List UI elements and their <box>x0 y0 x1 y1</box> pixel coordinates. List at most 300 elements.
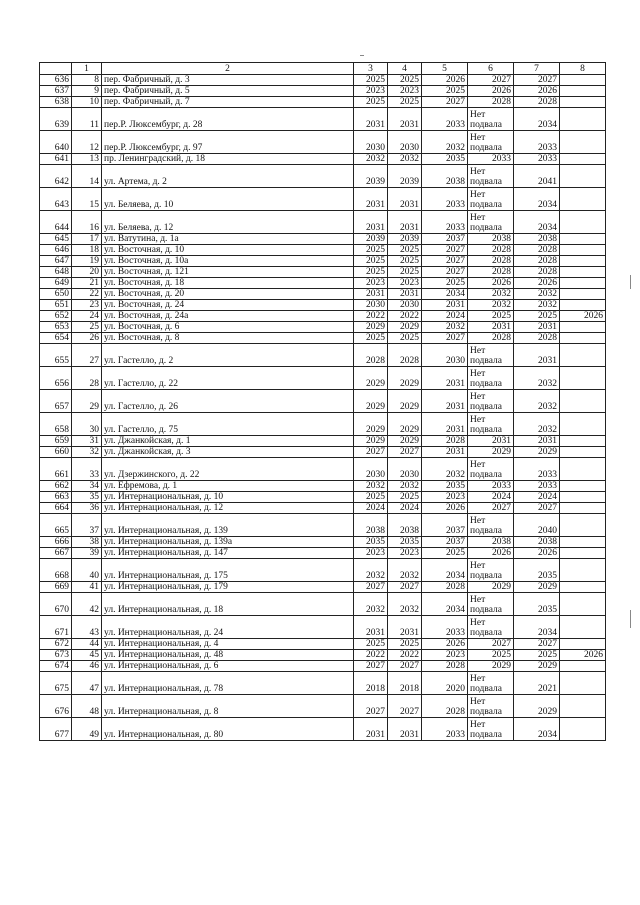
item-number-cell: 28 <box>72 367 102 390</box>
year-col-7-cell: 2026 <box>514 548 560 559</box>
year-col-4-cell: 2031 <box>388 718 422 741</box>
year-col-3-cell: 2025 <box>354 75 388 86</box>
year-col-7-cell: 2027 <box>514 639 560 650</box>
year-col-4-cell: 2025 <box>388 267 422 278</box>
year-col-4-cell: 2023 <box>388 86 422 97</box>
year-col-6-cell: 2029 <box>468 582 514 593</box>
item-number-cell: 20 <box>72 267 102 278</box>
year-col-5-cell: 2028 <box>422 582 468 593</box>
year-col-7-cell: 2032 <box>514 367 560 390</box>
table-row <box>40 548 606 559</box>
year-col-6-cell: 2024 <box>468 492 514 503</box>
address-cell: пер. Фабричный, д. 7 <box>102 97 354 108</box>
address-cell: ул. Восточная, д. 10 <box>102 245 354 256</box>
address-cell: ул. Интернациональная, д. 18 <box>102 593 354 616</box>
year-col-6-cell: Нет подвала <box>468 367 514 390</box>
year-col-3-cell: 2030 <box>354 458 388 481</box>
year-col-3-cell: 2025 <box>354 639 388 650</box>
year-col-3-cell: 2039 <box>354 165 388 188</box>
year-col-3-cell: 2031 <box>354 211 388 234</box>
address-cell: ул. Интернациональная, д. 48 <box>102 650 354 661</box>
row-number-cell: 676 <box>40 695 72 718</box>
table-row <box>40 616 606 639</box>
year-col-4-cell: 2025 <box>388 639 422 650</box>
table-row <box>40 234 606 245</box>
address-cell: ул. Интернациональная, д. 80 <box>102 718 354 741</box>
table-row <box>40 695 606 718</box>
header-cell: 1 <box>72 63 102 75</box>
scan-speck <box>630 275 631 289</box>
row-number-cell: 636 <box>40 75 72 86</box>
address-cell: ул. Восточная, д. 24 <box>102 300 354 311</box>
year-col-4-cell: 2030 <box>388 300 422 311</box>
year-col-5-cell: 2025 <box>422 86 468 97</box>
row-number-cell: 671 <box>40 616 72 639</box>
year-col-3-cell: 2024 <box>354 503 388 514</box>
year-col-7-cell: 2034 <box>514 718 560 741</box>
table-row <box>40 333 606 344</box>
year-col-5-cell: 2037 <box>422 234 468 245</box>
year-col-4-cell: 2029 <box>388 390 422 413</box>
year-col-6-cell: Нет подвала <box>468 211 514 234</box>
address-cell: ул. Интернациональная, д. 147 <box>102 548 354 559</box>
address-cell: ул. Интернациональная, д. 8 <box>102 695 354 718</box>
year-col-5-cell: 2026 <box>422 503 468 514</box>
year-col-5-cell: 2032 <box>422 458 468 481</box>
row-number-cell: 658 <box>40 413 72 436</box>
year-col-8-cell <box>560 97 606 108</box>
year-col-3-cell: 2032 <box>354 559 388 582</box>
year-col-5-cell: 2038 <box>422 165 468 188</box>
year-col-4-cell: 2018 <box>388 672 422 695</box>
item-number-cell: 48 <box>72 695 102 718</box>
table-row <box>40 593 606 616</box>
table-row <box>40 514 606 537</box>
year-col-7-cell: 2034 <box>514 211 560 234</box>
item-number-cell: 47 <box>72 672 102 695</box>
year-col-7-cell: 2033 <box>514 458 560 481</box>
item-number-cell: 46 <box>72 661 102 672</box>
year-col-6-cell: 2025 <box>468 650 514 661</box>
year-col-8-cell <box>560 718 606 741</box>
year-col-7-cell: 2038 <box>514 234 560 245</box>
year-col-5-cell: 2023 <box>422 650 468 661</box>
year-col-8-cell <box>560 436 606 447</box>
year-col-8-cell <box>560 447 606 458</box>
row-number-cell: 656 <box>40 367 72 390</box>
year-col-4-cell: 2031 <box>388 108 422 131</box>
year-col-4-cell: 2030 <box>388 131 422 154</box>
item-number-cell: 16 <box>72 211 102 234</box>
address-cell: ул. Гастелло, д. 75 <box>102 413 354 436</box>
table-row <box>40 131 606 154</box>
year-col-4-cell: 2031 <box>388 289 422 300</box>
year-col-6-cell: Нет подвала <box>468 344 514 367</box>
row-number-cell: 662 <box>40 481 72 492</box>
year-col-7-cell: 2027 <box>514 503 560 514</box>
year-col-3-cell: 2022 <box>354 311 388 322</box>
year-col-6-cell: Нет подвала <box>468 165 514 188</box>
year-col-8-cell <box>560 278 606 289</box>
item-number-cell: 31 <box>72 436 102 447</box>
year-col-3-cell: 2038 <box>354 514 388 537</box>
year-col-5-cell: 2034 <box>422 289 468 300</box>
address-cell: ул. Интернациональная, д. 4 <box>102 639 354 650</box>
row-number-cell: 654 <box>40 333 72 344</box>
year-col-3-cell: 2028 <box>354 344 388 367</box>
year-col-8-cell <box>560 333 606 344</box>
row-number-cell: 641 <box>40 154 72 165</box>
table-row <box>40 188 606 211</box>
year-col-5-cell: 2033 <box>422 616 468 639</box>
table-row <box>40 661 606 672</box>
year-col-3-cell: 2025 <box>354 245 388 256</box>
year-col-5-cell: 2031 <box>422 390 468 413</box>
year-col-7-cell: 2028 <box>514 333 560 344</box>
row-number-cell: 655 <box>40 344 72 367</box>
row-number-cell: 666 <box>40 537 72 548</box>
item-number-cell: 40 <box>72 559 102 582</box>
year-col-4-cell: 2022 <box>388 311 422 322</box>
header-cell: 2 <box>102 63 354 75</box>
row-number-cell: 649 <box>40 278 72 289</box>
year-col-7-cell: 2025 <box>514 311 560 322</box>
address-cell: ул. Гастелло, д. 26 <box>102 390 354 413</box>
year-col-5-cell: 2027 <box>422 333 468 344</box>
row-number-cell: 647 <box>40 256 72 267</box>
year-col-8-cell <box>560 492 606 503</box>
year-col-7-cell: 2031 <box>514 322 560 333</box>
address-cell: пер. Фабричный, д. 3 <box>102 75 354 86</box>
year-col-5-cell: 2020 <box>422 672 468 695</box>
row-number-cell: 648 <box>40 267 72 278</box>
year-col-4-cell: 2025 <box>388 97 422 108</box>
year-col-5-cell: 2032 <box>422 322 468 333</box>
year-col-8-cell <box>560 661 606 672</box>
year-col-3-cell: 2025 <box>354 492 388 503</box>
year-col-6-cell: 2029 <box>468 661 514 672</box>
item-number-cell: 8 <box>72 75 102 86</box>
schedule-table <box>39 62 606 741</box>
row-number-cell: 642 <box>40 165 72 188</box>
year-col-5-cell: 2031 <box>422 447 468 458</box>
year-col-3-cell: 2018 <box>354 672 388 695</box>
address-cell: ул. Джанкойская, д. 3 <box>102 447 354 458</box>
scan-speck <box>630 610 631 628</box>
year-col-8-cell <box>560 75 606 86</box>
table-row <box>40 390 606 413</box>
year-col-5-cell: 2033 <box>422 108 468 131</box>
row-number-cell: 663 <box>40 492 72 503</box>
year-col-6-cell: 2031 <box>468 322 514 333</box>
table-row <box>40 256 606 267</box>
year-col-3-cell: 2027 <box>354 447 388 458</box>
table-row <box>40 639 606 650</box>
row-number-cell: 659 <box>40 436 72 447</box>
row-number-cell: 643 <box>40 188 72 211</box>
item-number-cell: 21 <box>72 278 102 289</box>
year-col-3-cell: 2029 <box>354 390 388 413</box>
year-col-3-cell: 2031 <box>354 616 388 639</box>
year-col-5-cell: 2032 <box>422 131 468 154</box>
table-row <box>40 289 606 300</box>
year-col-7-cell: 2032 <box>514 390 560 413</box>
row-number-cell: 644 <box>40 211 72 234</box>
header-cell: 4 <box>388 63 422 75</box>
year-col-7-cell: 2031 <box>514 344 560 367</box>
item-number-cell: 30 <box>72 413 102 436</box>
table-body <box>40 75 606 741</box>
year-col-6-cell: 2031 <box>468 436 514 447</box>
year-col-4-cell: 2022 <box>388 650 422 661</box>
year-col-3-cell: 2025 <box>354 267 388 278</box>
year-col-7-cell: 2029 <box>514 447 560 458</box>
year-col-8-cell <box>560 256 606 267</box>
table-row <box>40 108 606 131</box>
address-cell: ул. Ватутина, д. 1а <box>102 234 354 245</box>
item-number-cell: 26 <box>72 333 102 344</box>
year-col-6-cell: Нет подвала <box>468 458 514 481</box>
item-number-cell: 35 <box>72 492 102 503</box>
year-col-4-cell: 2025 <box>388 256 422 267</box>
row-number-cell: 667 <box>40 548 72 559</box>
address-cell: ул. Джанкойская, д. 1 <box>102 436 354 447</box>
year-col-3-cell: 2029 <box>354 322 388 333</box>
year-col-3-cell: 2029 <box>354 367 388 390</box>
item-number-cell: 23 <box>72 300 102 311</box>
table-row <box>40 267 606 278</box>
year-col-3-cell: 2025 <box>354 97 388 108</box>
year-col-7-cell: 2034 <box>514 616 560 639</box>
year-col-4-cell: 2038 <box>388 514 422 537</box>
year-col-5-cell: 2024 <box>422 311 468 322</box>
year-col-4-cell: 2024 <box>388 503 422 514</box>
item-number-cell: 10 <box>72 97 102 108</box>
row-number-cell: 657 <box>40 390 72 413</box>
year-col-3-cell: 2029 <box>354 436 388 447</box>
year-col-6-cell: Нет подвала <box>468 188 514 211</box>
address-cell: ул. Интернациональная, д. 179 <box>102 582 354 593</box>
year-col-3-cell: 2029 <box>354 413 388 436</box>
address-cell: ул. Интернациональная, д. 139а <box>102 537 354 548</box>
row-number-cell: 669 <box>40 582 72 593</box>
year-col-8-cell <box>560 234 606 245</box>
year-col-3-cell: 2027 <box>354 695 388 718</box>
year-col-6-cell: 2032 <box>468 289 514 300</box>
table-row <box>40 559 606 582</box>
year-col-4-cell: 2035 <box>388 537 422 548</box>
year-col-7-cell: 2029 <box>514 582 560 593</box>
year-col-6-cell: Нет подвала <box>468 390 514 413</box>
year-col-3-cell: 2027 <box>354 661 388 672</box>
year-col-7-cell: 2029 <box>514 661 560 672</box>
address-cell: пер.Р. Люксембург, д. 28 <box>102 108 354 131</box>
table-row <box>40 322 606 333</box>
year-col-3-cell: 2030 <box>354 300 388 311</box>
header-cell <box>40 63 72 75</box>
year-col-8-cell <box>560 344 606 367</box>
year-col-5-cell: 2027 <box>422 245 468 256</box>
year-col-7-cell: 2035 <box>514 559 560 582</box>
year-col-5-cell: 2026 <box>422 639 468 650</box>
year-col-5-cell: 2027 <box>422 267 468 278</box>
year-col-7-cell: 2028 <box>514 97 560 108</box>
year-col-4-cell: 2032 <box>388 481 422 492</box>
year-col-4-cell: 2029 <box>388 322 422 333</box>
year-col-3-cell: 2023 <box>354 278 388 289</box>
year-col-8-cell <box>560 188 606 211</box>
year-col-4-cell: 2031 <box>388 616 422 639</box>
year-col-5-cell: 2037 <box>422 537 468 548</box>
address-cell: ул. Интернациональная, д. 139 <box>102 514 354 537</box>
year-col-6-cell: 2027 <box>468 75 514 86</box>
year-col-8-cell: 2026 <box>560 311 606 322</box>
table-row <box>40 436 606 447</box>
table-row <box>40 413 606 436</box>
table-row <box>40 672 606 695</box>
year-col-8-cell <box>560 514 606 537</box>
item-number-cell: 11 <box>72 108 102 131</box>
year-col-4-cell: 2025 <box>388 75 422 86</box>
row-number-cell: 670 <box>40 593 72 616</box>
row-number-cell: 646 <box>40 245 72 256</box>
year-col-5-cell: 2028 <box>422 436 468 447</box>
year-col-6-cell: 2028 <box>468 97 514 108</box>
year-col-3-cell: 2023 <box>354 86 388 97</box>
year-col-5-cell: 2031 <box>422 413 468 436</box>
header-cell: 5 <box>422 63 468 75</box>
row-number-cell: 677 <box>40 718 72 741</box>
year-col-6-cell: Нет подвала <box>468 413 514 436</box>
header-cell: 6 <box>468 63 514 75</box>
year-col-3-cell: 2035 <box>354 537 388 548</box>
year-col-6-cell: 2027 <box>468 503 514 514</box>
item-number-cell: 19 <box>72 256 102 267</box>
year-col-7-cell: 2028 <box>514 256 560 267</box>
year-col-6-cell: 2033 <box>468 154 514 165</box>
year-col-4-cell: 2031 <box>388 188 422 211</box>
year-col-7-cell: 2031 <box>514 436 560 447</box>
year-col-3-cell: 2031 <box>354 289 388 300</box>
year-col-4-cell: 2025 <box>388 492 422 503</box>
year-col-4-cell: 2023 <box>388 548 422 559</box>
year-col-6-cell: 2028 <box>468 256 514 267</box>
table-row <box>40 75 606 86</box>
year-col-6-cell: Нет подвала <box>468 616 514 639</box>
row-number-cell: 665 <box>40 514 72 537</box>
item-number-cell: 44 <box>72 639 102 650</box>
item-number-cell: 25 <box>72 322 102 333</box>
row-number-cell: 672 <box>40 639 72 650</box>
header-row <box>40 63 606 75</box>
row-number-cell: 673 <box>40 650 72 661</box>
table-row <box>40 458 606 481</box>
year-col-4-cell: 2029 <box>388 367 422 390</box>
table-row <box>40 492 606 503</box>
year-col-7-cell: 2041 <box>514 165 560 188</box>
year-col-5-cell: 2035 <box>422 481 468 492</box>
year-col-7-cell: 2024 <box>514 492 560 503</box>
item-number-cell: 18 <box>72 245 102 256</box>
year-col-4-cell: 2023 <box>388 278 422 289</box>
table-row <box>40 245 606 256</box>
year-col-7-cell: 2032 <box>514 289 560 300</box>
year-col-7-cell: 2033 <box>514 481 560 492</box>
year-col-7-cell: 2032 <box>514 413 560 436</box>
address-cell: ул. Дзержинского, д. 22 <box>102 458 354 481</box>
year-col-8-cell <box>560 154 606 165</box>
row-number-cell: 661 <box>40 458 72 481</box>
year-col-3-cell: 2039 <box>354 234 388 245</box>
year-col-7-cell: 2026 <box>514 278 560 289</box>
year-col-4-cell: 2028 <box>388 344 422 367</box>
table-row <box>40 311 606 322</box>
year-col-4-cell: 2029 <box>388 413 422 436</box>
year-col-7-cell: 2040 <box>514 514 560 537</box>
year-col-5-cell: 2027 <box>422 97 468 108</box>
year-col-3-cell: 2032 <box>354 154 388 165</box>
year-col-7-cell: 2034 <box>514 108 560 131</box>
year-col-4-cell: 2032 <box>388 593 422 616</box>
address-cell: пер. Фабричный, д. 5 <box>102 86 354 97</box>
item-number-cell: 43 <box>72 616 102 639</box>
row-number-cell: 639 <box>40 108 72 131</box>
year-col-8-cell <box>560 322 606 333</box>
item-number-cell: 27 <box>72 344 102 367</box>
address-cell: ул. Гастелло, д. 2 <box>102 344 354 367</box>
row-number-cell: 674 <box>40 661 72 672</box>
table-row <box>40 718 606 741</box>
year-col-6-cell: 2028 <box>468 245 514 256</box>
year-col-4-cell: 2027 <box>388 661 422 672</box>
item-number-cell: 39 <box>72 548 102 559</box>
year-col-4-cell: 2025 <box>388 333 422 344</box>
year-col-5-cell: 2035 <box>422 154 468 165</box>
year-col-8-cell <box>560 413 606 436</box>
year-col-6-cell: Нет подвала <box>468 718 514 741</box>
address-cell: ул. Интернациональная, д. 6 <box>102 661 354 672</box>
item-number-cell: 29 <box>72 390 102 413</box>
address-cell: ул. Гастелло, д. 22 <box>102 367 354 390</box>
year-col-4-cell: 2027 <box>388 447 422 458</box>
year-col-3-cell: 2030 <box>354 131 388 154</box>
year-col-3-cell: 2027 <box>354 582 388 593</box>
year-col-8-cell <box>560 86 606 97</box>
year-col-6-cell: 2028 <box>468 333 514 344</box>
year-col-5-cell: 2033 <box>422 718 468 741</box>
address-cell: ул. Артема, д. 2 <box>102 165 354 188</box>
year-col-7-cell: 2029 <box>514 695 560 718</box>
item-number-cell: 14 <box>72 165 102 188</box>
table-row <box>40 211 606 234</box>
item-number-cell: 41 <box>72 582 102 593</box>
row-number-cell: 668 <box>40 559 72 582</box>
address-cell: ул. Восточная, д. 24а <box>102 311 354 322</box>
item-number-cell: 34 <box>72 481 102 492</box>
year-col-8-cell <box>560 390 606 413</box>
address-cell: ул. Восточная, д. 121 <box>102 267 354 278</box>
item-number-cell: 36 <box>72 503 102 514</box>
item-number-cell: 15 <box>72 188 102 211</box>
item-number-cell: 33 <box>72 458 102 481</box>
year-col-3-cell: 2031 <box>354 108 388 131</box>
item-number-cell: 38 <box>72 537 102 548</box>
table-row <box>40 503 606 514</box>
address-cell: ул. Интернациональная, д. 10 <box>102 492 354 503</box>
year-col-5-cell: 2031 <box>422 300 468 311</box>
year-col-6-cell: Нет подвала <box>468 108 514 131</box>
year-col-5-cell: 2034 <box>422 559 468 582</box>
